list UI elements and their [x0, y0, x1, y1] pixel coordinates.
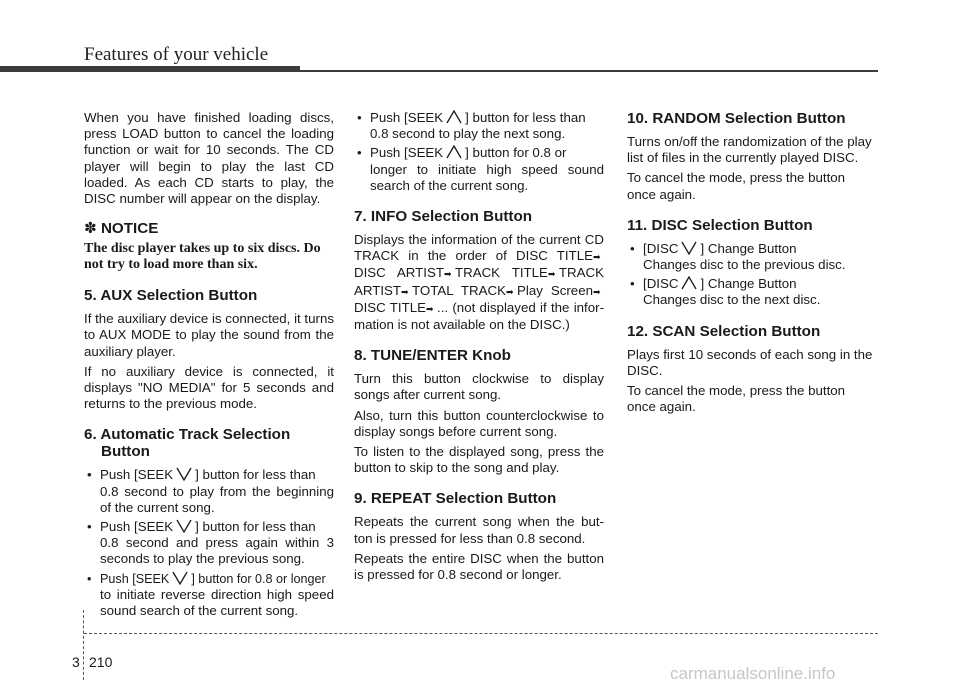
bullet-detail: 0.8 second to play the next song.: [370, 126, 566, 142]
list-item: [84, 519, 334, 568]
page-header-title: Features of your vehicle: [84, 44, 269, 65]
header-rule-thin: [300, 70, 878, 72]
info-seq-7: DISC TITLE: [354, 299, 427, 315]
arrow-right-icon: ➡: [506, 286, 514, 297]
arrow-right-icon: ➡: [401, 286, 409, 297]
seek-label: Push [SEEK: [100, 571, 170, 586]
scan-paragraph-1: Plays first 10 seconds of each song in the DISC.: [627, 346, 873, 378]
random-paragraph-2: To cancel the mode, press the button once again.: [627, 170, 846, 202]
chevron-up-icon: [678, 276, 700, 290]
random-paragraph-1: Turns on/off the randomization of the play list of files in the currently played DISC.: [627, 134, 872, 166]
arrow-right-icon: ➡: [593, 286, 601, 297]
repeat-paragraph-2: Repeats the entire DISC when the button is pressed for 0.8 second or longer.: [354, 550, 604, 583]
page-number: 210: [89, 654, 113, 670]
seek-suffix: ] button for 0.8 or: [465, 145, 567, 161]
chevron-up-icon: [443, 145, 465, 159]
bullet-detail: to initiate reverse direction high speed sound search of the current song.: [100, 586, 334, 619]
auto-track-heading-line2: Button: [101, 443, 150, 461]
scan-paragraph-2: To cancel the mode, press the button once again.: [627, 383, 846, 415]
list-item: [627, 241, 877, 273]
tune-paragraph-1: Turn this button clockwise to display songs after current song.: [354, 371, 604, 403]
auto-track-heading: [84, 426, 334, 460]
bullet-detail: Changes disc to the previous disc.: [643, 257, 846, 273]
info-seq-8: ... (not displayed if the infor- mation is not available on the DISC.): [354, 299, 604, 333]
auto-track-list: [84, 467, 334, 619]
info-heading: 7. INFO Selection Button: [354, 208, 533, 226]
disc-label: [DISC: [643, 276, 679, 292]
notice-heading: ✽ NOTICE: [84, 220, 159, 238]
info-seq-3: TRACK TITLE: [454, 265, 548, 281]
aux-paragraph-1: If the auxiliary device is connected, it turns to AUX MODE to play the sound from the auxiliary player.: [84, 311, 334, 359]
repeat-paragraph-1: Repeats the current song when the but- ton is pressed for less than 0.8 second.: [354, 514, 604, 546]
footer-vertical-rule: [83, 610, 84, 680]
seek-suffix: ] button for less than: [195, 467, 316, 483]
random-heading: 10. RANDOM Selection Button: [627, 110, 846, 127]
info-seq-6: Play Screen: [517, 282, 593, 298]
info-seq-1: Displays the information of the current CD TRACK in the order of DISC TITLE: [354, 232, 604, 264]
tune-paragraph-3: To listen to the displayed song, press the button to skip to the song and play.: [354, 444, 604, 476]
list-item: [354, 145, 604, 194]
disc-suffix: ] Change Button: [700, 240, 797, 256]
column-right: [627, 110, 877, 419]
repeat-heading: 9. REPEAT Selection Button: [354, 490, 557, 508]
seek-suffix: ] button for less than: [195, 519, 316, 535]
intro-paragraph: When you have finished loading discs, press LOAD button to cancel the loading function or wait for 10 seconds. The CD player will begin to play the last CD loaded. As each CD starts to play, the DISC number will appear on the display.: [84, 110, 334, 207]
info-seq-2: DISC ARTIST: [354, 265, 444, 281]
bullet-detail: 0.8 second and press again within 3 seconds to play the previous song.: [100, 535, 334, 567]
seek-label: Push [SEEK: [370, 110, 444, 125]
chevron-down-icon: [173, 467, 195, 481]
list-item: [84, 467, 334, 516]
list-item: [354, 110, 604, 142]
seek-label: Push [SEEK: [100, 467, 174, 483]
seek-suffix: ] button for 0.8 or longer: [191, 571, 326, 586]
disc-suffix: ] Change Button: [700, 276, 797, 292]
bullet-detail: 0.8 second to play from the beginning of the current song.: [100, 483, 334, 515]
aux-paragraph-2: If no auxiliary device is connected, it displays "NO MEDIA" for 5 seconds and returns to the previous mode.: [84, 363, 334, 412]
footer-horizontal-rule: [84, 633, 878, 634]
info-seq-4: TRACK ARTIST: [354, 265, 604, 298]
arrow-right-icon: ➡: [426, 303, 434, 314]
bullet-detail: longer to initiate high speed sound search of the current song.: [370, 161, 604, 193]
disc-heading: 11. DISC Selection Button: [627, 216, 813, 234]
list-item: [84, 571, 334, 620]
seek-label: Push [SEEK: [370, 145, 444, 161]
disc-label: [DISC: [643, 240, 679, 256]
scan-heading: 12. SCAN Selection Button: [627, 322, 821, 340]
info-seq-5: TOTAL TRACK: [412, 282, 506, 298]
list-item: [627, 276, 877, 308]
chevron-down-icon: [678, 241, 700, 255]
arrow-right-icon: ➡: [593, 252, 601, 263]
chevron-down-icon: [169, 571, 191, 585]
chevron-up-icon: [443, 110, 465, 124]
tune-paragraph-2: Also, turn this button counterclockwise to display songs before current song.: [354, 407, 604, 439]
tune-heading: 8. TUNE/ENTER Knob: [354, 347, 511, 365]
info-paragraph: [354, 232, 604, 333]
disc-list: [627, 241, 877, 309]
seek-suffix: ] button for less than: [465, 110, 586, 125]
notice-text: The disc player takes up to six discs. Do not try to load more than six.: [84, 241, 321, 273]
bullet-detail: Changes disc to the next disc.: [643, 292, 821, 308]
header-rule-thick: [0, 66, 300, 72]
column-left: [84, 110, 334, 623]
arrow-right-icon: ➡: [443, 269, 452, 280]
auto-track-heading-line1: 6. Automatic Track Selection: [84, 426, 291, 444]
aux-heading: 5. AUX Selection Button: [84, 287, 258, 305]
column-middle: [354, 110, 604, 587]
seek-up-list: [354, 110, 604, 194]
arrow-right-icon: ➡: [547, 269, 556, 280]
chevron-down-icon: [173, 519, 195, 533]
seek-label: Push [SEEK: [100, 519, 174, 535]
chapter-number: 3: [72, 654, 80, 670]
watermark: carmanualsonline.info: [670, 664, 836, 683]
